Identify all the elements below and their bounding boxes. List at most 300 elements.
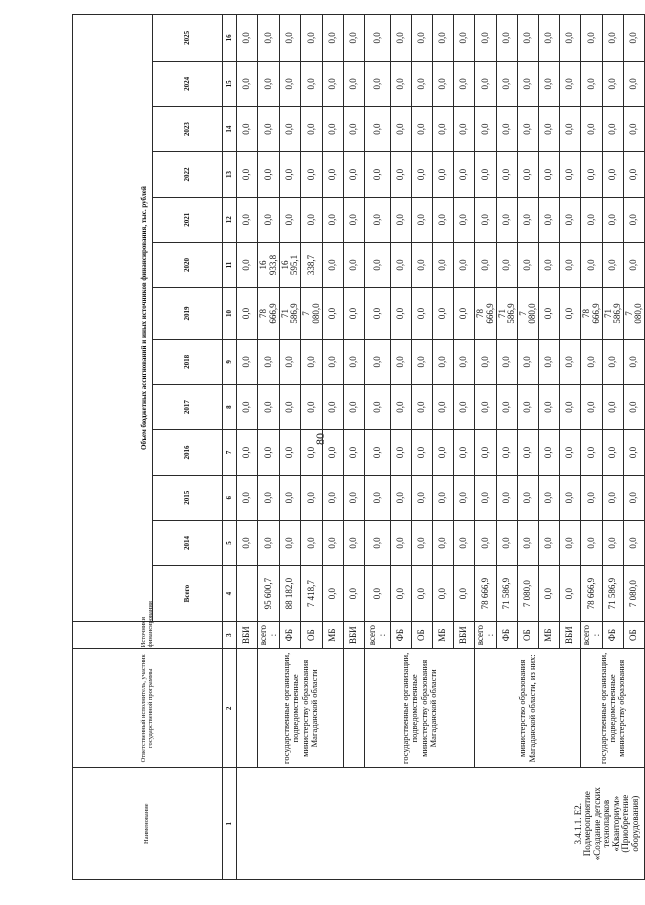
value-year: 0,0	[301, 520, 323, 565]
value-year: 0,0	[560, 152, 581, 197]
table-row	[365, 15, 391, 880]
header-year: 2023	[153, 107, 223, 152]
value-year: 0,0	[603, 385, 624, 430]
value-year: 0,0	[412, 475, 433, 520]
value-year: 0,0	[258, 520, 280, 565]
header-year: 2019	[153, 288, 223, 340]
value-year: 0,0	[237, 520, 258, 565]
value-year: 0,0	[560, 385, 581, 430]
value-year: 0,0	[497, 475, 518, 520]
value-year: 16 595,1	[280, 242, 301, 287]
value-total: 0,0	[454, 566, 475, 622]
executor-cell: государственные организации, подведомственные министерству образования	[581, 649, 645, 768]
funding-source: МБ	[433, 621, 454, 648]
value-year: 338,7	[301, 242, 323, 287]
column-number: 3	[223, 621, 237, 648]
value-year: 0,0	[301, 475, 323, 520]
executor-cell: министерство образования Магаданской области, из них:	[475, 649, 581, 768]
value-year: 0,0	[497, 520, 518, 565]
value-year: 0,0	[391, 475, 412, 520]
value-year: 0,0	[280, 15, 301, 62]
value-year: 0,0	[344, 197, 365, 242]
rotated-table-container	[72, 14, 643, 880]
value-year: 0,0	[433, 475, 454, 520]
value-year: 0,0	[280, 520, 301, 565]
value-year: 0,0	[539, 242, 560, 287]
value-year: 0,0	[560, 61, 581, 106]
value-total: 0,0	[560, 566, 581, 622]
value-year: 0,0	[539, 61, 560, 106]
value-year: 0,0	[624, 385, 645, 430]
value-year: 0,0	[581, 15, 603, 62]
funding-source: ФБ	[497, 621, 518, 648]
value-total: 0,0	[344, 566, 365, 622]
value-year: 71 586,9	[603, 288, 624, 340]
header-total: Всего	[153, 566, 223, 622]
value-year: 0,0	[301, 107, 323, 152]
value-year: 0,0	[475, 152, 497, 197]
value-year: 0,0	[433, 197, 454, 242]
value-year: 0,0	[391, 339, 412, 384]
value-year: 0,0	[391, 61, 412, 106]
value-year: 0,0	[560, 107, 581, 152]
value-year: 0,0	[280, 152, 301, 197]
funding-source: ВБИ	[237, 621, 258, 648]
value-year: 0,0	[237, 339, 258, 384]
value-year: 0,0	[344, 430, 365, 475]
value-year: 0,0	[323, 288, 344, 340]
value-year: 0,0	[391, 242, 412, 287]
value-total: 78 666,9	[475, 566, 497, 622]
value-year: 0,0	[454, 520, 475, 565]
header-year: 2021	[153, 197, 223, 242]
value-year: 0,0	[365, 15, 391, 62]
value-year: 0,0	[581, 339, 603, 384]
value-total: 7 080,0	[518, 566, 539, 622]
value-year: 0,0	[323, 430, 344, 475]
value-year: 0,0	[258, 15, 280, 62]
value-total	[237, 566, 258, 622]
value-year: 0,0	[454, 61, 475, 106]
value-year: 0,0	[475, 107, 497, 152]
value-year: 0,0	[391, 520, 412, 565]
value-year: 0,0	[518, 430, 539, 475]
value-year: 0,0	[323, 520, 344, 565]
header-year: 2015	[153, 475, 223, 520]
value-year: 0,0	[433, 288, 454, 340]
value-year: 0,0	[412, 430, 433, 475]
value-year: 0,0	[301, 15, 323, 62]
value-year: 0,0	[237, 107, 258, 152]
value-year: 0,0	[258, 339, 280, 384]
value-year: 0,0	[391, 288, 412, 340]
value-year: 0,0	[581, 152, 603, 197]
value-year: 0,0	[560, 520, 581, 565]
value-year: 0,0	[412, 197, 433, 242]
value-year: 0,0	[237, 385, 258, 430]
value-year: 0,0	[497, 61, 518, 106]
value-year: 0,0	[539, 520, 560, 565]
value-year: 0,0	[603, 242, 624, 287]
value-year: 0,0	[365, 430, 391, 475]
value-year: 0,0	[280, 385, 301, 430]
value-year: 0,0	[301, 61, 323, 106]
column-number: 12	[223, 197, 237, 242]
value-year: 0,0	[301, 339, 323, 384]
funding-source: ФБ	[280, 621, 301, 648]
table-row	[258, 15, 280, 880]
value-year: 0,0	[497, 385, 518, 430]
funding-source: ОБ	[301, 621, 323, 648]
value-year: 0,0	[624, 475, 645, 520]
value-year: 16 933,8	[258, 242, 280, 287]
value-year: 0,0	[391, 15, 412, 62]
value-year: 7 080,0	[624, 288, 645, 340]
value-year: 0,0	[237, 242, 258, 287]
value-year: 0,0	[603, 107, 624, 152]
value-year: 0,0	[412, 520, 433, 565]
value-year: 0,0	[624, 107, 645, 152]
column-number: 4	[223, 566, 237, 622]
value-year: 0,0	[475, 61, 497, 106]
value-year: 0,0	[344, 61, 365, 106]
value-year: 0,0	[518, 339, 539, 384]
header-year: 2024	[153, 61, 223, 106]
value-year: 0,0	[624, 197, 645, 242]
value-year: 0,0	[365, 152, 391, 197]
value-year: 0,0	[454, 430, 475, 475]
value-year: 0,0	[412, 152, 433, 197]
executor-cell: государственные организации, подведомственные министерству образования Магаданской области	[365, 649, 475, 768]
value-year: 0,0	[433, 15, 454, 62]
value-year: 0,0	[344, 339, 365, 384]
value-year: 0,0	[560, 242, 581, 287]
value-year: 0,0	[581, 385, 603, 430]
value-year: 0,0	[475, 385, 497, 430]
value-year: 0,0	[518, 242, 539, 287]
value-total: 0,0	[539, 566, 560, 622]
value-year: 0,0	[344, 242, 365, 287]
value-year: 0,0	[624, 15, 645, 62]
value-year: 0,0	[560, 197, 581, 242]
value-total: 88 182,0	[280, 566, 301, 622]
value-year: 0,0	[560, 339, 581, 384]
header-year: 2014	[153, 520, 223, 565]
value-year: 0,0	[301, 430, 323, 475]
value-year: 0,0	[433, 520, 454, 565]
value-total: 7 418,7	[301, 566, 323, 622]
funding-table	[72, 14, 645, 880]
value-total: 0,0	[323, 566, 344, 622]
header-year: 2022	[153, 152, 223, 197]
value-year: 0,0	[237, 61, 258, 106]
column-number: 1	[223, 768, 237, 880]
value-year: 0,0	[624, 152, 645, 197]
value-year: 0,0	[475, 242, 497, 287]
value-year: 0,0	[237, 152, 258, 197]
funding-source: ОБ	[624, 621, 645, 648]
value-year: 0,0	[433, 152, 454, 197]
value-total: 95 600,7	[258, 566, 280, 622]
value-year: 0,0	[539, 15, 560, 62]
value-year: 0,0	[301, 385, 323, 430]
table-row	[344, 15, 365, 880]
table-row	[475, 15, 497, 880]
funding-source: всего :	[475, 621, 497, 648]
value-year: 0,0	[280, 475, 301, 520]
value-year: 0,0	[344, 15, 365, 62]
header-funding: Объем бюджетных ассигнований и иных источников финансирования, тыс. рублей	[73, 15, 153, 622]
value-year: 0,0	[433, 242, 454, 287]
value-total: 0,0	[433, 566, 454, 622]
header-year: 2025	[153, 15, 223, 62]
value-year: 0,0	[323, 61, 344, 106]
funding-source: ФБ	[391, 621, 412, 648]
value-year: 0,0	[412, 288, 433, 340]
value-year: 0,0	[539, 197, 560, 242]
value-year: 0,0	[518, 61, 539, 106]
value-year: 0,0	[365, 385, 391, 430]
value-year: 0,0	[258, 475, 280, 520]
value-total: 0,0	[365, 566, 391, 622]
value-year: 0,0	[518, 385, 539, 430]
value-year: 0,0	[539, 430, 560, 475]
value-year: 0,0	[391, 197, 412, 242]
value-year: 0,0	[454, 385, 475, 430]
value-year: 0,0	[323, 107, 344, 152]
value-year: 0,0	[365, 520, 391, 565]
value-year: 0,0	[581, 430, 603, 475]
value-year: 0,0	[237, 430, 258, 475]
value-year: 0,0	[344, 152, 365, 197]
value-year: 0,0	[301, 152, 323, 197]
value-year: 0,0	[280, 197, 301, 242]
value-year: 0,0	[454, 339, 475, 384]
column-number: 9	[223, 339, 237, 384]
value-total: 71 586,9	[497, 566, 518, 622]
value-year: 0,0	[258, 385, 280, 430]
value-total: 7 080,0	[624, 566, 645, 622]
funding-source: ОБ	[518, 621, 539, 648]
value-year: 0,0	[365, 339, 391, 384]
table-row	[581, 15, 603, 880]
value-year: 0,0	[539, 475, 560, 520]
value-year: 0,0	[323, 152, 344, 197]
header-year: 2018	[153, 339, 223, 384]
value-year: 0,0	[497, 430, 518, 475]
value-year: 0,0	[391, 430, 412, 475]
value-year: 0,0	[412, 242, 433, 287]
column-number: 10	[223, 288, 237, 340]
value-year: 0,0	[323, 197, 344, 242]
value-year: 0,0	[624, 520, 645, 565]
funding-source: ФБ	[603, 621, 624, 648]
value-year: 78 666,9	[258, 288, 280, 340]
value-year: 0,0	[412, 15, 433, 62]
value-year: 0,0	[365, 107, 391, 152]
value-year: 0,0	[237, 288, 258, 340]
executor-cell: государственные организации, подведомственные министерству образования Магаданской области	[258, 649, 344, 768]
value-year: 0,0	[603, 430, 624, 475]
value-year: 0,0	[280, 107, 301, 152]
column-number: 15	[223, 61, 237, 106]
funding-source: МБ	[323, 621, 344, 648]
value-year: 0,0	[412, 385, 433, 430]
value-year: 0,0	[560, 288, 581, 340]
value-total: 0,0	[412, 566, 433, 622]
funding-source: всего :	[365, 621, 391, 648]
header-executor: Ответственный исполнитель, участник государственной программы	[73, 649, 223, 768]
value-year: 0,0	[433, 385, 454, 430]
value-year: 0,0	[258, 152, 280, 197]
value-year: 0,0	[237, 475, 258, 520]
column-number: 11	[223, 242, 237, 287]
header-name: Наименование	[73, 768, 223, 880]
value-year: 71 586,9	[280, 288, 301, 340]
value-year: 78 666,9	[475, 288, 497, 340]
value-year: 0,0	[518, 107, 539, 152]
value-year: 0,0	[258, 61, 280, 106]
value-year: 0,0	[475, 430, 497, 475]
funding-source: ВБИ	[560, 621, 581, 648]
value-year: 0,0	[433, 430, 454, 475]
value-year: 0,0	[475, 15, 497, 62]
value-year: 0,0	[581, 242, 603, 287]
column-number: 8	[223, 385, 237, 430]
value-year: 0,0	[624, 339, 645, 384]
header-year: 2017	[153, 385, 223, 430]
value-total: 78 666,9	[581, 566, 603, 622]
value-year: 0,0	[624, 242, 645, 287]
value-year: 0,0	[323, 242, 344, 287]
value-year: 0,0	[603, 152, 624, 197]
column-number: 2	[223, 649, 237, 768]
value-year: 0,0	[454, 107, 475, 152]
value-year: 0,0	[365, 197, 391, 242]
value-year: 0,0	[454, 242, 475, 287]
column-number: 7	[223, 430, 237, 475]
value-year: 0,0	[539, 385, 560, 430]
value-year: 0,0	[412, 107, 433, 152]
value-year: 0,0	[391, 152, 412, 197]
value-year: 78 666,9	[581, 288, 603, 340]
column-number: 16	[223, 15, 237, 62]
header-year: 2020	[153, 242, 223, 287]
value-total: 71 586,9	[603, 566, 624, 622]
funding-source: МБ	[539, 621, 560, 648]
value-year: 0,0	[603, 197, 624, 242]
value-year: 0,0	[581, 61, 603, 106]
value-total: 0,0	[391, 566, 412, 622]
value-year: 0,0	[454, 475, 475, 520]
value-year: 0,0	[433, 61, 454, 106]
value-year: 0,0	[624, 430, 645, 475]
value-year: 0,0	[518, 152, 539, 197]
funding-source: всего :	[581, 621, 603, 648]
value-year: 0,0	[603, 61, 624, 106]
column-number: 5	[223, 520, 237, 565]
header-source: Источники финансирования	[73, 621, 223, 648]
value-year: 0,0	[344, 385, 365, 430]
value-year: 0,0	[581, 475, 603, 520]
funding-source: всего :	[258, 621, 280, 648]
value-year: 0,0	[539, 152, 560, 197]
value-year: 0,0	[280, 430, 301, 475]
funding-source: ВБИ	[454, 621, 475, 648]
value-year: 0,0	[539, 107, 560, 152]
value-year: 0,0	[518, 475, 539, 520]
value-year: 0,0	[258, 107, 280, 152]
value-year: 0,0	[454, 288, 475, 340]
value-year: 0,0	[391, 385, 412, 430]
value-year: 0,0	[344, 520, 365, 565]
value-year: 0,0	[497, 107, 518, 152]
value-year: 0,0	[539, 288, 560, 340]
value-year: 0,0	[433, 107, 454, 152]
value-year: 0,0	[475, 197, 497, 242]
value-year: 0,0	[344, 107, 365, 152]
value-year: 0,0	[581, 197, 603, 242]
value-year: 0,0	[475, 520, 497, 565]
value-year: 0,0	[365, 475, 391, 520]
value-year: 0,0	[365, 288, 391, 340]
page-number: 80	[312, 433, 327, 445]
value-year: 0,0	[624, 61, 645, 106]
value-year: 0,0	[323, 15, 344, 62]
value-year: 0,0	[603, 339, 624, 384]
value-year: 0,0	[475, 475, 497, 520]
value-year: 7 080,0	[301, 288, 323, 340]
value-year: 0,0	[518, 197, 539, 242]
value-year: 0,0	[454, 197, 475, 242]
value-year: 0,0	[412, 61, 433, 106]
value-year: 0,0	[433, 339, 454, 384]
column-number: 13	[223, 152, 237, 197]
value-year: 0,0	[518, 520, 539, 565]
table-row	[237, 15, 258, 880]
value-year: 0,0	[323, 385, 344, 430]
value-year: 0,0	[344, 288, 365, 340]
value-year: 0,0	[301, 197, 323, 242]
value-year: 7 080,0	[518, 288, 539, 340]
executor-cell	[344, 649, 365, 768]
value-year: 0,0	[475, 339, 497, 384]
value-year: 0,0	[454, 152, 475, 197]
value-year: 0,0	[497, 197, 518, 242]
value-year: 0,0	[603, 15, 624, 62]
value-year: 0,0	[237, 15, 258, 62]
value-year: 0,0	[581, 520, 603, 565]
value-year: 0,0	[560, 475, 581, 520]
value-year: 0,0	[497, 242, 518, 287]
value-year: 0,0	[323, 339, 344, 384]
value-year: 0,0	[365, 61, 391, 106]
column-number: 6	[223, 475, 237, 520]
value-year: 0,0	[280, 61, 301, 106]
value-year: 0,0	[258, 430, 280, 475]
value-year: 0,0	[365, 242, 391, 287]
value-year: 0,0	[280, 339, 301, 384]
value-year: 0,0	[237, 197, 258, 242]
value-year: 0,0	[412, 339, 433, 384]
value-year: 71 586,9	[497, 288, 518, 340]
value-year: 0,0	[603, 520, 624, 565]
executor-cell	[237, 649, 258, 768]
value-year: 0,0	[603, 475, 624, 520]
measure-name: 3.4.1.1. Е2. Подмероприятие «Создание детских технопарков «Кванториум» (Приобретение оборудования)	[237, 768, 645, 880]
column-number: 14	[223, 107, 237, 152]
value-year: 0,0	[323, 475, 344, 520]
